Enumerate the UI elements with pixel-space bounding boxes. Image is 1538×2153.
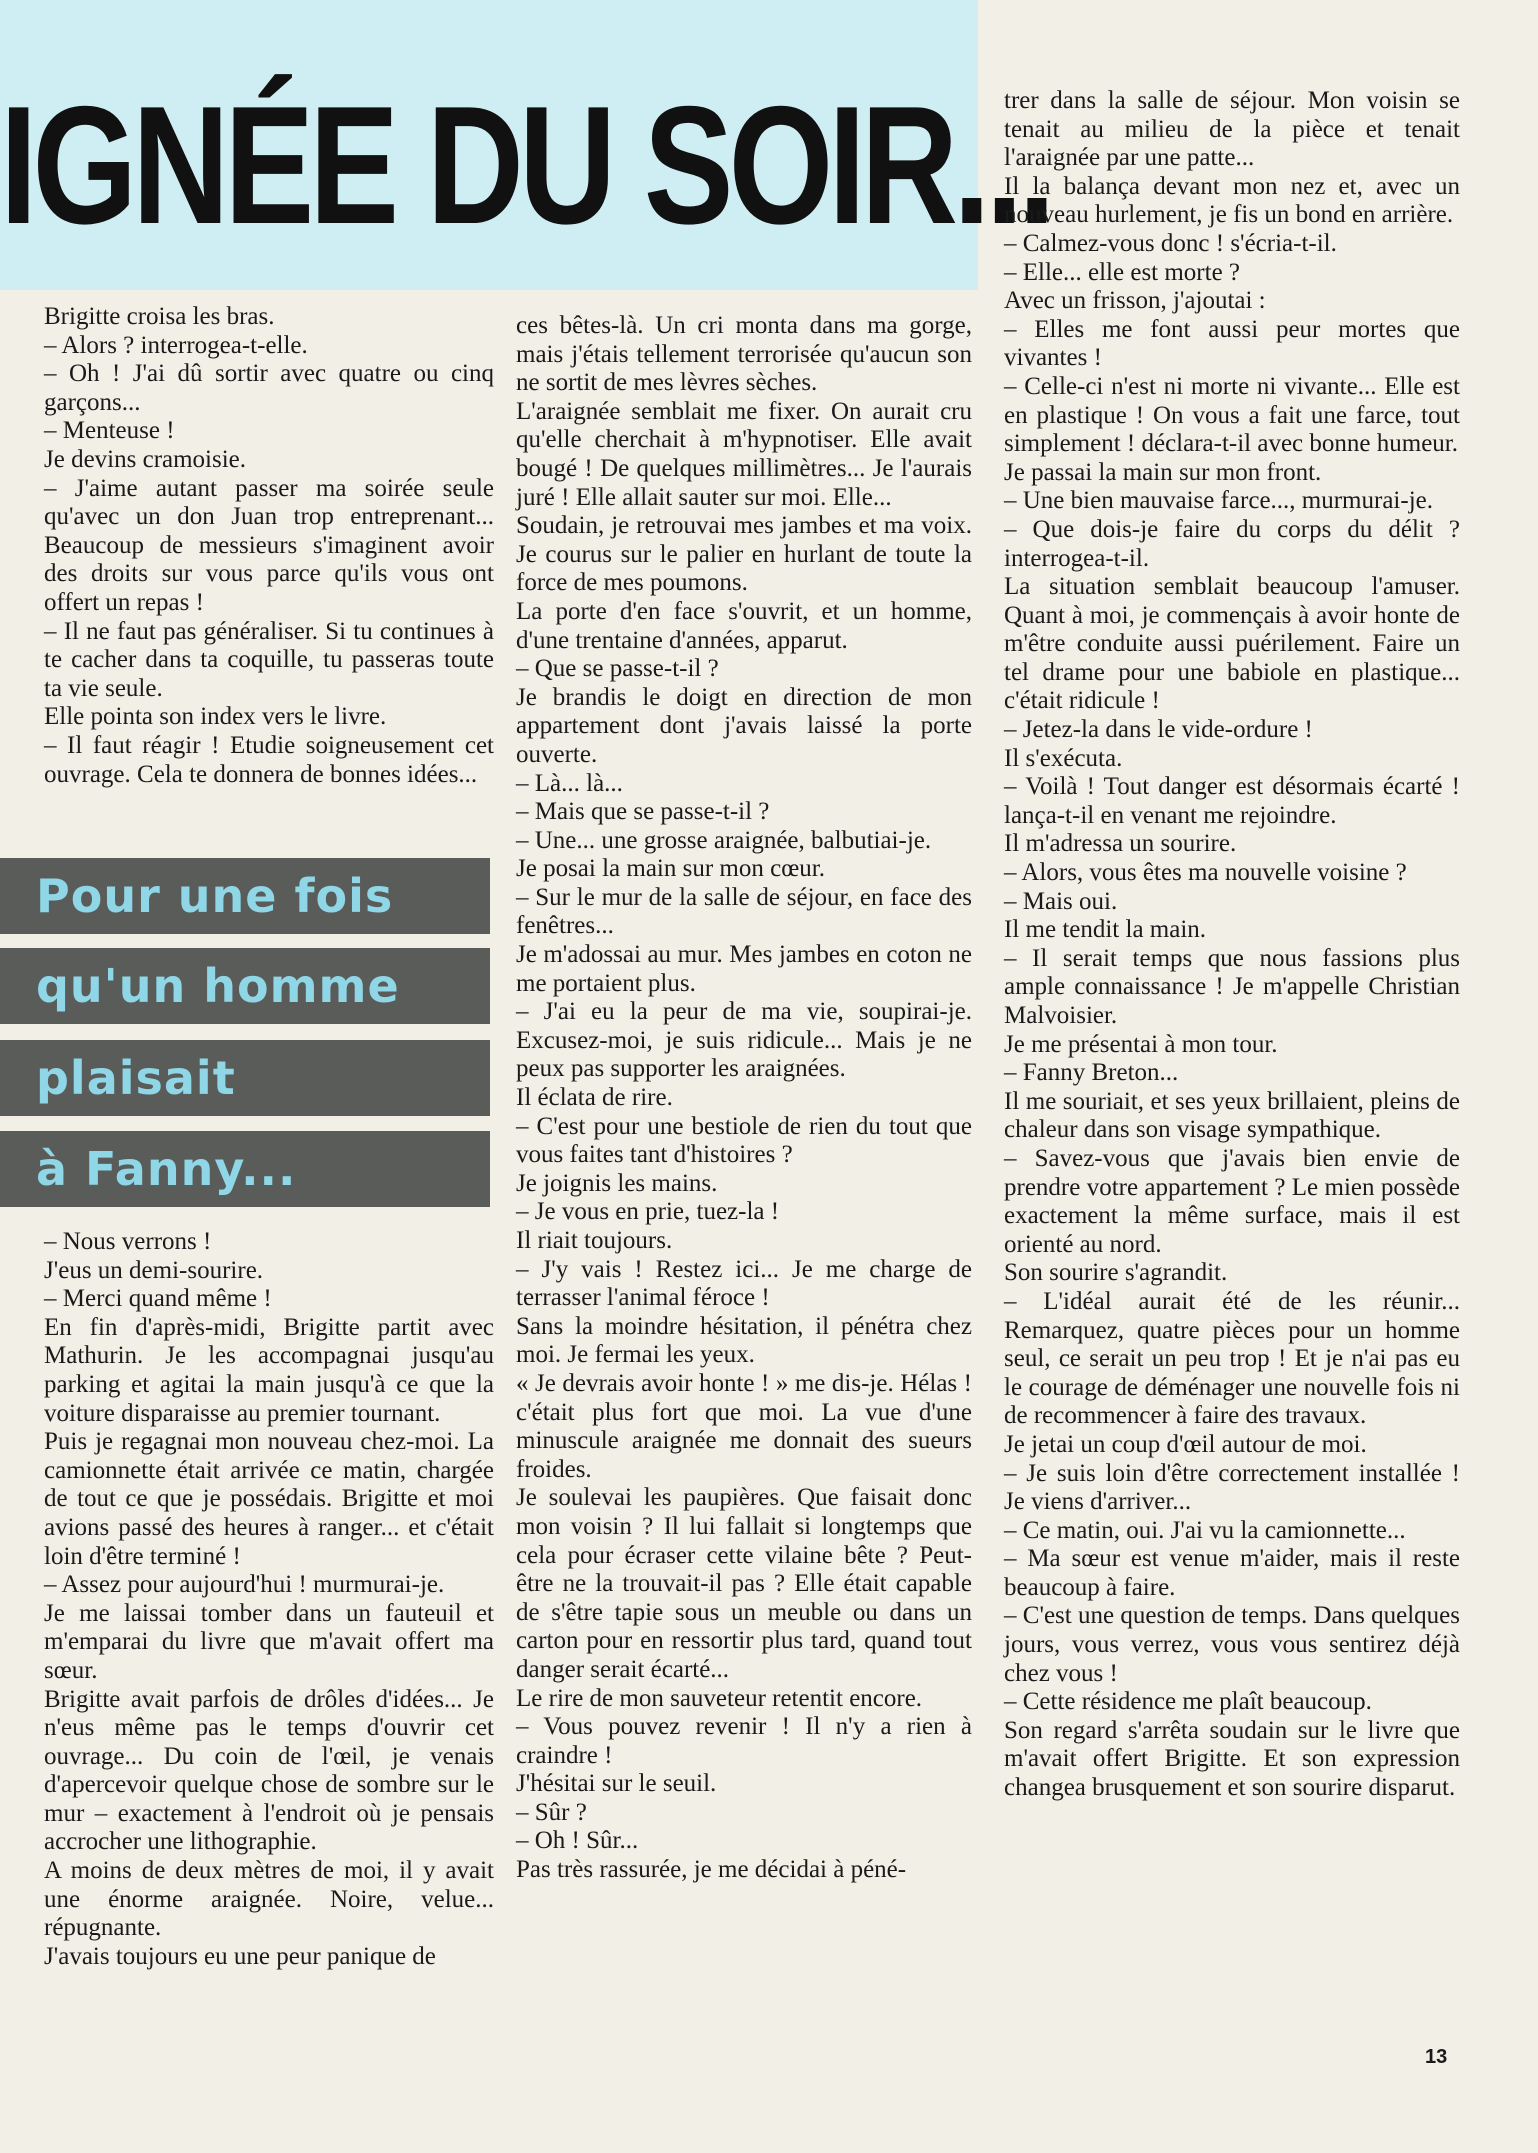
paragraph: – Alors, vous êtes ma nouvelle voisine ?	[1004, 859, 1407, 887]
paragraph: – Savez-vous que j'avais bien envie de prendre votre appartement ? Le mien possède exactement la même surface, mais il est orienté au nord.	[1004, 1144, 1460, 1258]
paragraph: – Jetez-la dans le vide-ordure !	[1004, 716, 1313, 744]
paragraph: – Sur le mur de la salle de séjour, en face des fenêtres...	[516, 883, 972, 940]
page-title: IGNÉE DU SOIR...	[0, 71, 1051, 259]
paragraph: Son sourire s'agrandit.	[1004, 1259, 1228, 1287]
paragraph: – Vous pouvez revenir ! Il n'y a rien à craindre !	[516, 1713, 972, 1769]
paragraph: – Alors ? interrogea-t-elle.	[44, 331, 308, 359]
paragraph: – Là... là...	[516, 769, 623, 797]
paragraph: La situation semblait beaucoup l'amuser. Quant à moi, je commençais à avoir honte de m'être conduite aussi puérilement. Faire un tel drame pour une babiole en plastique... c'était ridicule !	[1004, 573, 1460, 715]
headline-line-1: Pour une fois	[0, 858, 490, 934]
paragraph: – Assez pour aujourd'hui ! murmurai-je.	[44, 1571, 445, 1599]
paragraph: – C'est pour une bestiole de rien du tout que vous faites tant d'histoires ?	[516, 1112, 972, 1169]
paragraph: – Mais oui.	[1004, 887, 1118, 915]
paragraph: – Que dois-je faire du corps du délit ? interrogea-t-il.	[1004, 515, 1460, 572]
paragraph: – J'ai eu la peur de ma vie, soupirai-je. Excusez-moi, je suis ridicule... Mais je ne peux pas supporter les araignées.	[516, 998, 972, 1083]
paragraph: – J'y vais ! Restez ici... Je me charge de terrasser l'animal féroce !	[516, 1255, 972, 1312]
paragraph: – Merci quand même !	[44, 1285, 272, 1313]
paragraph: – Que se passe-t-il ?	[516, 655, 719, 683]
paragraph: Je brandis le doigt en direction de mon appartement dont j'avais laissé la porte ouverte.	[516, 683, 972, 768]
paragraph: Je joignis les mains.	[516, 1169, 718, 1197]
paragraph: – L'idéal aurait été de les réunir... Remarquez, quatre pièces pour un homme seul, ce serait un peu trop ! Et je n'ai pas eu le courage de déménager une nouvelle fois ni de recommencer à faire des travaux.	[1004, 1287, 1460, 1430]
paragraph: Puis je regagnai mon nouveau chez-moi. La camionnette était arrivée ce matin, chargée de tout ce que je possédais. Brigitte et moi avions passé des heures à ranger... et c'était loin d'être terminé !	[44, 1428, 494, 1570]
paragraph: – Ce matin, oui. J'ai vu la camionnette...	[1004, 1516, 1406, 1544]
paragraph: – Une... une grosse araignée, balbutiai-je.	[516, 826, 932, 854]
paragraph: Je m'adossai au mur. Mes jambes en coton ne me portaient plus.	[516, 941, 972, 997]
paragraph: – Il faut réagir ! Etudie soigneusement cet ouvrage. Cela te donnera de bonnes idées...	[44, 731, 494, 788]
paragraph: – Oh ! J'ai dû sortir avec quatre ou cinq garçons...	[44, 360, 494, 416]
paragraph: « Je devrais avoir honte ! » me dis-je. Hélas ! c'était plus fort que moi. La vue d'une minuscule araignée me donnait des sueurs froides.	[516, 1369, 972, 1483]
paragraph: – Calmez-vous donc ! s'écria-t-il.	[1004, 229, 1337, 257]
paragraph: Il éclata de rire.	[516, 1084, 673, 1112]
paragraph: – Cette résidence me plaît beaucoup.	[1004, 1688, 1372, 1716]
paragraph: – Elles me font aussi peur mortes que vivantes !	[1004, 315, 1460, 372]
page-number: 13	[1425, 2046, 1448, 2068]
paragraph: J'avais toujours eu une peur panique de	[44, 1942, 436, 1970]
paragraph: Je posai la main sur mon cœur.	[516, 855, 825, 883]
paragraph: Sans la moindre hésitation, il pénétra chez moi. Je fermai les yeux.	[516, 1312, 972, 1369]
paragraph: Je me présentai à mon tour.	[1004, 1030, 1278, 1058]
paragraph: – Ma sœur est venue m'aider, mais il reste beaucoup à faire.	[1004, 1545, 1460, 1601]
paragraph: L'araignée semblait me fixer. On aurait cru qu'elle cherchait à m'hypnotiser. Elle avait bougé ! De quelques millimètres... Je l'aurais juré ! Elle allait sauter sur moi. Elle...	[516, 397, 972, 511]
paragraph: Il me tendit la main.	[1004, 916, 1207, 944]
paragraph: Son regard s'arrêta soudain sur le livre que m'avait offert Brigitte. Et son expression changea brusquement et son sourire disparut.	[1004, 1716, 1460, 1802]
paragraph: Je jetai un coup d'œil autour de moi.	[1004, 1430, 1367, 1458]
paragraph: Soudain, je retrouvai mes jambes et ma voix. Je courus sur le palier en hurlant de toute la force de mes poumons.	[516, 512, 972, 597]
headline-line-2: qu'un homme	[0, 948, 490, 1024]
paragraph: Il s'exécuta.	[1004, 744, 1123, 772]
column-3	[1004, 87, 1460, 1803]
paragraph: A moins de deux mètres de moi, il y avait une énorme araignée. Noire, velue... répugnante.	[44, 1857, 494, 1942]
headline-line-3: plaisait	[0, 1040, 490, 1116]
paragraph: – Sûr ?	[516, 1798, 587, 1826]
paragraph: – Une bien mauvaise farce..., murmurai-je.	[1004, 487, 1433, 515]
paragraph: ces bêtes-là. Un cri monta dans ma gorge, mais j'étais tellement terrorisée qu'aucun son ne sortit de mes lèvres sèches.	[516, 312, 972, 397]
paragraph: – J'aime autant passer ma soirée seule qu'avec un don Juan trop entreprenant... Beaucoup de messieurs s'imaginent avoir des droits sur vous parce qu'ils vous ont offert un repas !	[44, 474, 494, 616]
paragraph: Je soulevai les paupières. Que faisait donc mon voisin ? Il lui fallait si longtemps que cela pour écraser cette vilaine bête ? Peut-être ne la trouvait-il pas ? Elle était capable de s'être tapie sous un meuble ou dans un carton pour en ressortir plus tard, quand tout danger serait écarté...	[516, 1484, 972, 1683]
paragraph: La porte d'en face s'ouvrit, et un homme, d'une trentaine d'années, apparut.	[516, 597, 972, 654]
paragraph: Je devins cramoisie.	[44, 445, 247, 473]
paragraph: – Menteuse !	[44, 417, 175, 445]
paragraph: – Celle-ci n'est ni morte ni vivante... Elle est en plastique ! On vous a fait une farce, tout simplement ! déclara-t-il avec bonne humeur.	[1004, 372, 1460, 458]
paragraph: – Oh ! Sûr...	[516, 1827, 639, 1855]
paragraph: Il m'adressa un sourire.	[1004, 830, 1237, 858]
paragraph: Avec un frisson, j'ajoutai :	[1004, 287, 1266, 315]
column-1-top	[44, 303, 494, 789]
paragraph: – Fanny Breton...	[1004, 1059, 1179, 1087]
paragraph: Il me souriait, et ses yeux brillaient, pleins de chaleur dans son visage sympathique.	[1004, 1087, 1460, 1144]
headline-line-4: à Fanny...	[0, 1131, 490, 1207]
paragraph: – Mais que se passe-t-il ?	[516, 798, 770, 826]
paragraph: Je me laissai tomber dans un fauteuil et m'emparai du livre que m'avait offert ma sœur.	[44, 1599, 494, 1684]
column-2	[516, 312, 972, 1885]
paragraph: – Nous verrons !	[44, 1228, 212, 1255]
paragraph: Il riait toujours.	[516, 1227, 673, 1254]
paragraph: Elle pointa son index vers le livre.	[44, 703, 387, 731]
paragraph: J'hésitai sur le seuil.	[516, 1770, 717, 1798]
paragraph: Le rire de mon sauveteur retentit encore.	[516, 1684, 923, 1712]
paragraph: – Voilà ! Tout danger est désormais écarté ! lança-t-il en venant me rejoindre.	[1004, 773, 1460, 829]
paragraph: Brigitte croisa les bras.	[44, 303, 275, 330]
paragraph: trer dans la salle de séjour. Mon voisin se tenait au milieu de la pièce et tenait l'araignée par une patte...	[1004, 87, 1460, 172]
paragraph: Pas très rassurée, je me décidai à péné-	[516, 1856, 907, 1884]
paragraph: Je passai la main sur mon front.	[1004, 458, 1322, 486]
paragraph: – Je vous en prie, tuez-la !	[516, 1198, 780, 1226]
paragraph: J'eus un demi-sourire.	[44, 1256, 264, 1284]
paragraph: En fin d'après-midi, Brigitte partit avec Mathurin. Je les accompagnai jusqu'au parking et agitai la main jusqu'à ce que la voiture disparaisse au premier tournant.	[44, 1313, 494, 1427]
column-1-bottom	[44, 1228, 494, 1971]
paragraph: – C'est une question de temps. Dans quelques jours, vous verrez, vous vous sentirez déjà chez vous !	[1004, 1602, 1460, 1687]
paragraph: – Il serait temps que nous fassions plus ample connaissance ! Je m'appelle Christian Malvoisier.	[1004, 944, 1460, 1029]
paragraph: – Il ne faut pas généraliser. Si tu continues à te cacher dans ta coquille, tu passeras toute ta vie seule.	[44, 617, 494, 702]
paragraph: – Je suis loin d'être correctement installée ! Je viens d'arriver...	[1004, 1459, 1460, 1516]
paragraph: – Elle... elle est morte ?	[1004, 258, 1241, 286]
paragraph: Il la balança devant mon nez et, avec un nouveau hurlement, je fis un bond en arrière.	[1004, 172, 1460, 229]
paragraph: Brigitte avait parfois de drôles d'idées... Je n'eus même pas le temps d'ouvrir cet ouvrage... Du coin de l'œil, je venais d'apercevoir quelque chose de sombre sur le mur – exactement à l'endroit où je pensais accrocher une lithographie.	[44, 1685, 494, 1856]
